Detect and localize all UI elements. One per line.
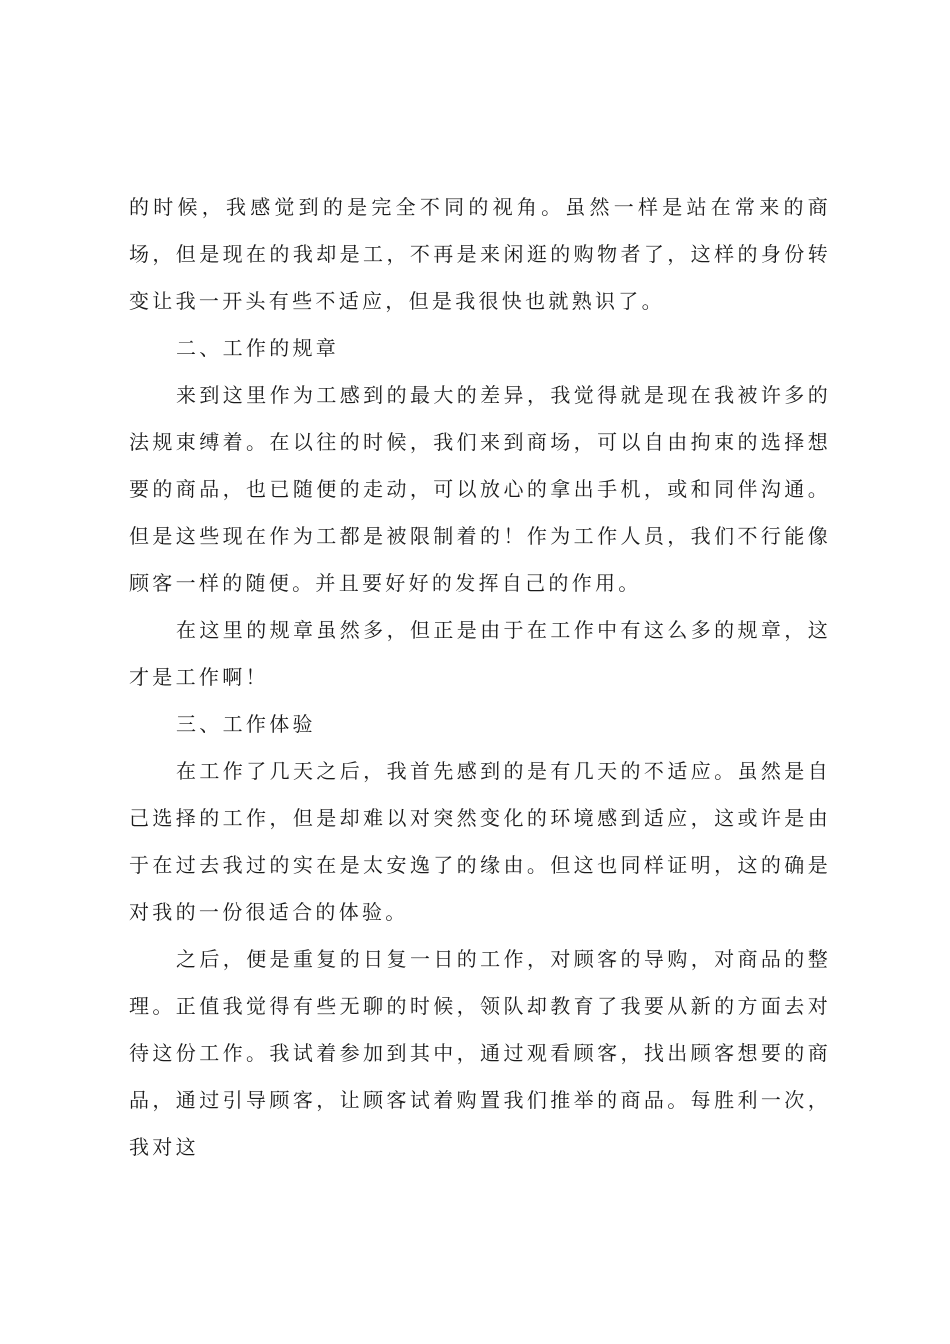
section-heading-rules: 二、工作的规章 [176,336,340,360]
paragraph-intro: 的时候，我感觉到的是完全不同的视角。虽然一样是站在常来的商场，但是现在的我却是工，不再是来闲逛的购物者了，这样的身份转变让我一开头有些不适应，但是我很快也就熟识了。 [129,195,831,313]
document-body [129,184,831,1171]
paragraph-experience: 在工作了几天之后，我首先感到的是有几天的不适应。虽然是自己选择的工作，但是却难以对突然变化的环境感到适应，这或许是由于在过去我过的实在是太安逸了的缘由。但这也同样证明，这的确是对我的一份很适合的体验。 [129,759,831,924]
section-heading-experience: 三、工作体验 [176,712,316,736]
paragraph-rules-summary: 在这里的规章虽然多，但正是由于在工作中有这么多的规章，这才是工作啊！ [129,618,831,689]
paragraph-rules: 来到这里作为工感到的最大的差异，我觉得就是现在我被许多的法规束缚着。在以往的时候，我们来到商场，可以自由拘束的选择想要的商品，也已随便的走动，可以放心的拿出手机，或和同伴沟通。但是这些现在作为工都是被限制着的！作为工作人员，我们不行能像顾客一样的随便。并且要好好的发挥自己的作用。 [129,383,831,595]
paragraph-routine: 之后，便是重复的日复一日的工作，对顾客的导购，对商品的整理。正值我觉得有些无聊的时候，领队却教育了我要从新的方面去对待这份工作。我试着参加到其中，通过观看顾客，找出顾客想要的商品，通过引导顾客，让顾客试着购置我们推举的商品。每胜利一次，我对这 [129,947,831,1159]
